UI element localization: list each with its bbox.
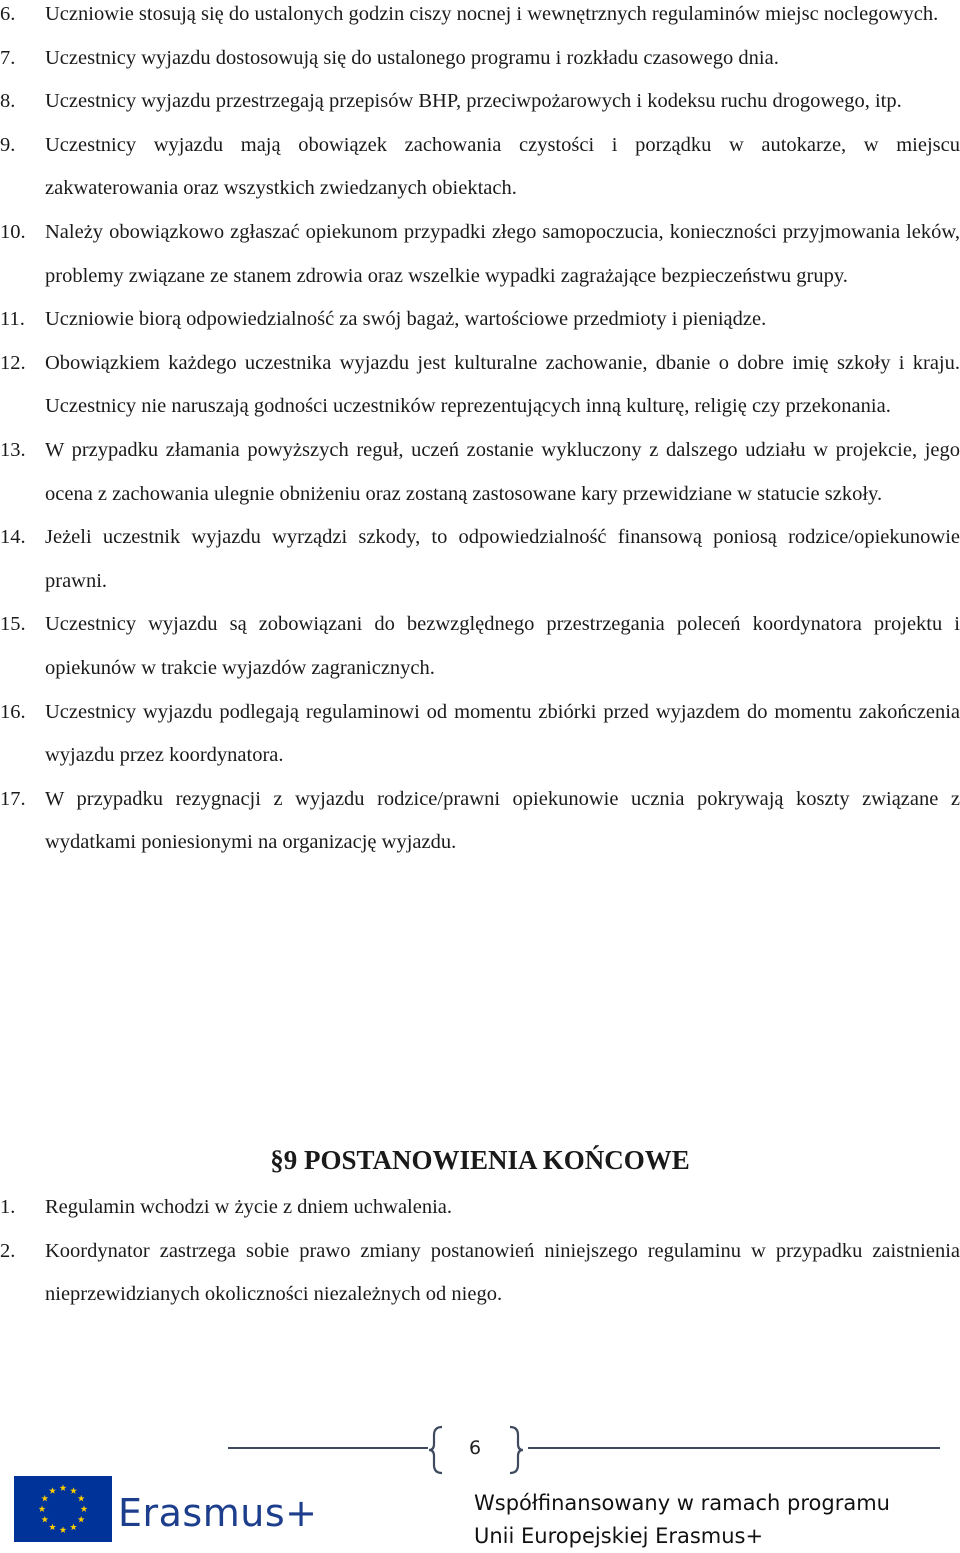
- rule-text: Uczestnicy wyjazdu mają obowiązek zachowania czystości i porządku w autokarze, w miejscu zakwaterowania oraz wszystkich zwiedzanych obiektach.: [45, 133, 960, 200]
- erasmus-logo-text: Erasmus+: [118, 1491, 318, 1535]
- footer-divider-left: [228, 1447, 428, 1449]
- rule-number: 7.: [0, 46, 16, 69]
- rule-number: 10.: [0, 220, 26, 243]
- final-provisions-list: [0, 1186, 960, 1317]
- rule-number: 14.: [0, 526, 26, 549]
- final-rule-text: Regulamin wchodzi w życie z dniem uchwalenia.: [45, 1196, 453, 1218]
- rule-text: W przypadku złamania powyższych reguł, uczeń zostanie wykluczony z dalszego udziału w projekcie, jego ocena z zachowania ulegnie obniżeniu oraz zostaną zastosowane kary przewidziane w statucie szkoły.: [45, 438, 960, 505]
- footer-divider-right: [528, 1447, 940, 1449]
- rule-text: Uczniowie stosują się do ustalonych godzin ciszy nocnej i wewnętrznych regulaminów miejsc noclegowych.: [45, 3, 939, 25]
- rule-item: [0, 298, 960, 342]
- rule-text: Obowiązkiem każdego uczestnika wyjazdu jest kulturalne zachowanie, dbanie o dobre imię szkoły i kraju. Uczestnicy nie naruszają godności uczestników reprezentujących inną kulturę, religię czy przekonania.: [45, 351, 960, 418]
- cofinancing-line-2: Unii Europejskiej Erasmus+: [474, 1524, 764, 1548]
- rule-text: Uczestnicy wyjazdu przestrzegają przepisów BHP, przeciwpożarowych i kodeksu ruchu drogowego, itp.: [45, 90, 902, 113]
- rule-text: Należy obowiązkowo zgłaszać opiekunom przypadki złego samopoczucia, konieczności przyjmowania leków, problemy związane ze stanem zdrowia oraz wszelkie wypadki zagrażające bezpieczeństwu grupy.: [45, 220, 960, 287]
- rule-item: [0, 0, 960, 37]
- rule-text: Uczestnicy wyjazdu dostosowują się do ustalonego programu i rozkładu czasowego dnia.: [45, 46, 779, 69]
- rule-number: 9.: [0, 133, 16, 156]
- page-footer: [0, 1425, 960, 1546]
- rule-item: [0, 211, 960, 298]
- final-rule-number: 2.: [0, 1239, 16, 1262]
- rule-item: [0, 80, 960, 124]
- rule-item: [0, 778, 960, 865]
- page-number: 6: [468, 1437, 482, 1459]
- final-rule-text: Koordynator zastrzega sobie prawo zmiany postanowień niniejszego regulaminu w przypadku zaistnienia nieprzewidzianych okoliczności niezależnych od niego.: [45, 1239, 960, 1306]
- rule-item: [0, 603, 960, 690]
- rule-item: [0, 124, 960, 211]
- eu-flag-icon: [14, 1476, 112, 1542]
- rule-number: 13.: [0, 438, 26, 461]
- rule-item: [0, 37, 960, 81]
- rule-item: [0, 691, 960, 778]
- rule-number: 15.: [0, 613, 26, 636]
- rule-text: Uczestnicy wyjazdu podlegają regulaminowi od momentu zbiórki przed wyjazdem do momentu zakończenia wyjazdu przez koordynatora.: [45, 700, 960, 767]
- rule-number: 8.: [0, 90, 16, 113]
- section-title: §9 POSTANOWIENIA KOŃCOWE: [270, 1145, 690, 1175]
- cofinancing-line-1: Współfinansowany w ramach programu: [474, 1491, 890, 1515]
- rule-item: [0, 516, 960, 603]
- rule-text: Jeżeli uczestnik wyjazdu wyrządzi szkody, to odpowiedzialność finansową poniosą rodzice/opiekunowie prawni.: [45, 526, 960, 592]
- rule-number: 16.: [0, 700, 26, 723]
- rule-number: 17.: [0, 787, 26, 810]
- right-brace-icon: [508, 1425, 524, 1475]
- rule-text: Uczniowie biorą odpowiedzialność za swój bagaż, wartościowe przedmioty i pieniądze.: [45, 308, 767, 331]
- rule-item: [0, 429, 960, 516]
- final-rule-item: [0, 1230, 960, 1317]
- rule-number: 11.: [0, 308, 25, 331]
- final-rule-item: [0, 1186, 960, 1230]
- rule-text: W przypadku rezygnacji z wyjazdu rodzice/prawni opiekunowie ucznia pokrywają koszty związane z wydatkami poniesionymi na organizację wyjazdu.: [45, 787, 960, 854]
- cofinancing-note: [474, 1487, 944, 1553]
- rule-number: 6.: [0, 3, 16, 25]
- rule-number: 12.: [0, 351, 26, 374]
- rule-item: [0, 342, 960, 429]
- rule-text: Uczestnicy wyjazdu są zobowiązani do bezwzględnego przestrzegania poleceń koordynatora projektu i opiekunów w trakcie wyjazdów zagranicznych.: [45, 613, 960, 679]
- final-rule-number: 1.: [0, 1196, 16, 1218]
